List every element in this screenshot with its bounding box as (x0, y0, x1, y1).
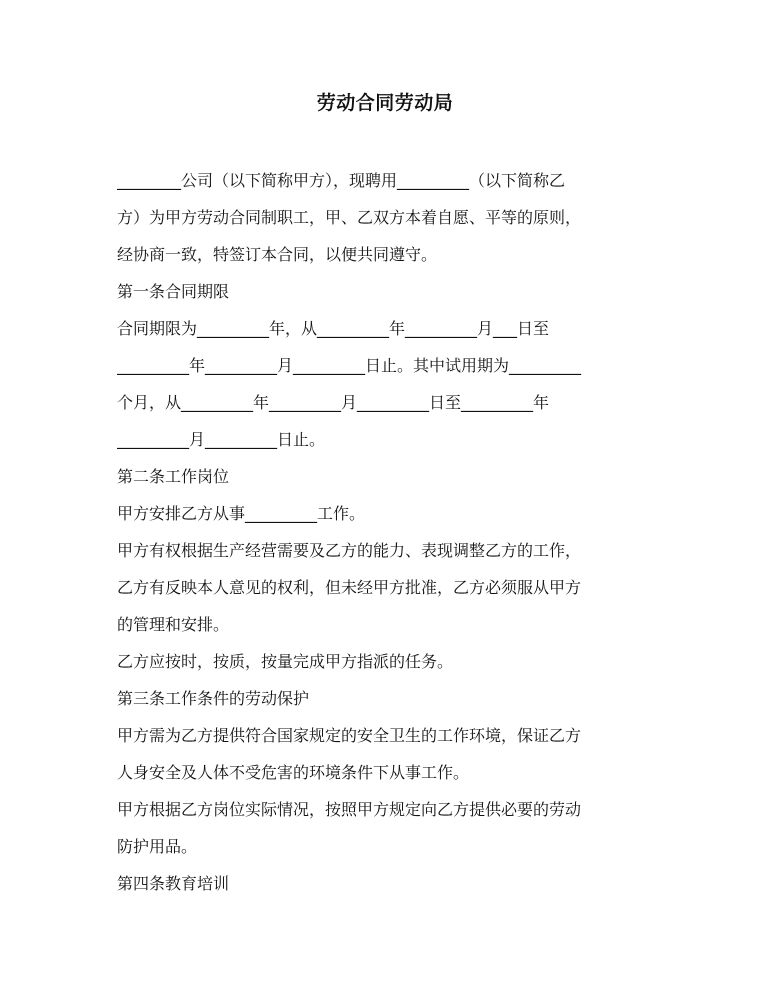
section-heading: 第三条工作条件的劳动保护 (117, 689, 310, 708)
paragraph-line: _________月_________日止。 (117, 430, 326, 449)
paragraph-line: 甲方有权根据生产经营需要及乙方的能力、表现调整乙方的工作， (117, 541, 582, 560)
section-heading: 第一条合同期限 (117, 282, 230, 301)
paragraph-line: 甲方根据乙方岗位实际情况，按照甲方规定向乙方提供必要的劳动 (117, 800, 582, 819)
paragraph-line: 乙方应按时，按质，按量完成甲方指派的任务。 (117, 652, 454, 671)
paragraph-line: 人身安全及人体不受危害的环境条件下从事工作。 (117, 763, 470, 782)
paragraph-line: 甲方需为乙方提供符合国家规定的安全卫生的工作环境，保证乙方 (117, 726, 582, 745)
paragraph-line: 经协商一致，特签订本合同，以便共同遵守。 (117, 245, 438, 264)
paragraph-line: 个月，从_________年_________月_________日至_________年 (117, 393, 550, 412)
paragraph-line: 甲方安排乙方从事_________工作。 (117, 504, 366, 523)
paragraph-line: _________年_________月_________日止。其中试用期为_________ (117, 356, 582, 375)
section-heading: 第四条教育培训 (117, 874, 230, 893)
paragraph-line: 防护用品。 (117, 837, 198, 856)
paragraph-line: ________公司（以下简称甲方），现聘用_________（以下简称乙 (117, 171, 566, 190)
paragraph-line: 的管理和安排。 (117, 615, 230, 634)
section-heading: 第二条工作岗位 (117, 467, 230, 486)
paragraph-line: 合同期限为_________年，从_________年_________月___日至 (117, 319, 550, 338)
paragraph-line: 方）为甲方劳动合同制职工，甲、乙双方本着自愿、平等的原则， (117, 208, 582, 227)
document-title: 劳动合同劳动局 (316, 92, 454, 114)
document-body (117, 162, 647, 902)
paragraph-line: 乙方有反映本人意见的权利，但未经甲方批准，乙方必须服从甲方 (117, 578, 582, 597)
